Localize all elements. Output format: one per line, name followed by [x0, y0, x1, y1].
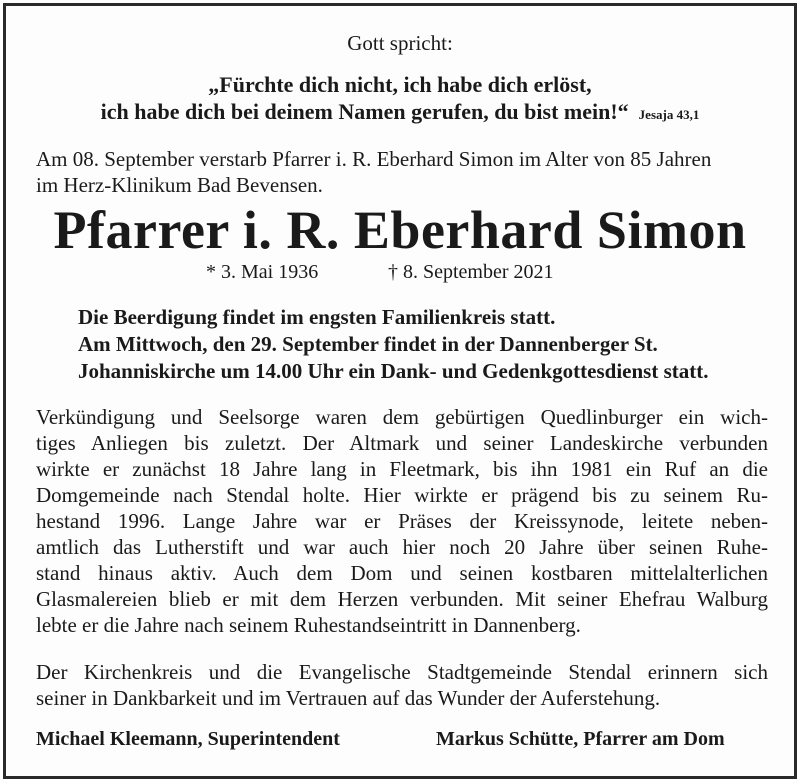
biography-line: hestand 1996. Lange Jahre war er Präses der Kreissynode, leitete neben-: [36, 509, 768, 533]
verse-line-2: [6, 99, 794, 125]
birth-date: * 3. Mai 1936: [206, 261, 319, 283]
death-date: † 8. September 2021: [388, 261, 554, 283]
signature-pastor: Markus Schütte, Pfarrer am Dom: [436, 728, 725, 750]
remembrance-line: seiner in Dankbarkeit und im Vertrauen auf das Wunder der Auferstehung.: [36, 686, 661, 710]
verse-reference: Jesaja 43,1: [638, 107, 700, 122]
biography-line: Glasmalereien blieb er mit dem Herzen verbunden. Mit seiner Ehefrau Walburg: [36, 587, 768, 611]
biography-line: Domgemeinde nach Stendal holte. Hier wirkte er prägend bis zu seinem Ru-: [36, 483, 768, 507]
remembrance-paragraph: [36, 659, 768, 711]
biography-paragraph: [36, 404, 768, 638]
biography-line: Verkündigung und Seelsorge waren dem gebürtigen Quedlinburger ein wich-: [36, 405, 768, 429]
biography-line: tiges Anliegen bis zuletzt. Der Altmark und seiner Landeskirche verbunden: [36, 431, 768, 455]
obituary-notice: [3, 3, 797, 779]
remembrance-line: Der Kirchenkreis und die Evangelische Stadtgemeinde Stendal erinnern sich: [36, 660, 768, 684]
funeral-notice-line-3: Johanniskirche um 14.00 Uhr ein Dank- und Gedenkgottesdienst statt.: [78, 359, 709, 383]
biography-line: wirkte er zunächst 18 Jahre lang in Fleetmark, bis ihn 1981 ein Ruf an die: [36, 457, 768, 481]
verse-line-1: „Fürchte dich nicht, ich habe dich erlöst,: [208, 72, 592, 97]
announcement-line-2: im Herz-Klinikum Bad Bevensen.: [36, 173, 323, 197]
biography-line: stand hinaus aktiv. Auch dem Dom und seinen kostbaren mittelalterlichen: [36, 561, 768, 585]
signature-superintendent: Michael Kleemann, Superintendent: [36, 728, 340, 750]
verse-intro: Gott spricht:: [347, 31, 453, 55]
biography-line: amtlich das Lutherstift und war auch hier noch 20 Jahre über seinen Ruhe-: [36, 535, 768, 559]
funeral-notice-line-1: Die Beerdigung findet im engsten Familienkreis statt.: [78, 305, 556, 329]
deceased-name: Pfarrer i. R. Eberhard Simon: [53, 200, 747, 260]
announcement-line-1: Am 08. September verstarb Pfarrer i. R. Eberhard Simon im Alter von 85 Jahren: [36, 147, 712, 171]
funeral-notice-line-2: Am Mittwoch, den 29. September findet in der Dannenberger St.: [78, 332, 658, 356]
verse-line-2-text: ich habe dich bei deinem Namen gerufen, du bist mein!“: [100, 99, 629, 124]
biography-line: lebte er die Jahre nach seinem Ruhestandseintritt in Dannenberg.: [36, 613, 581, 637]
